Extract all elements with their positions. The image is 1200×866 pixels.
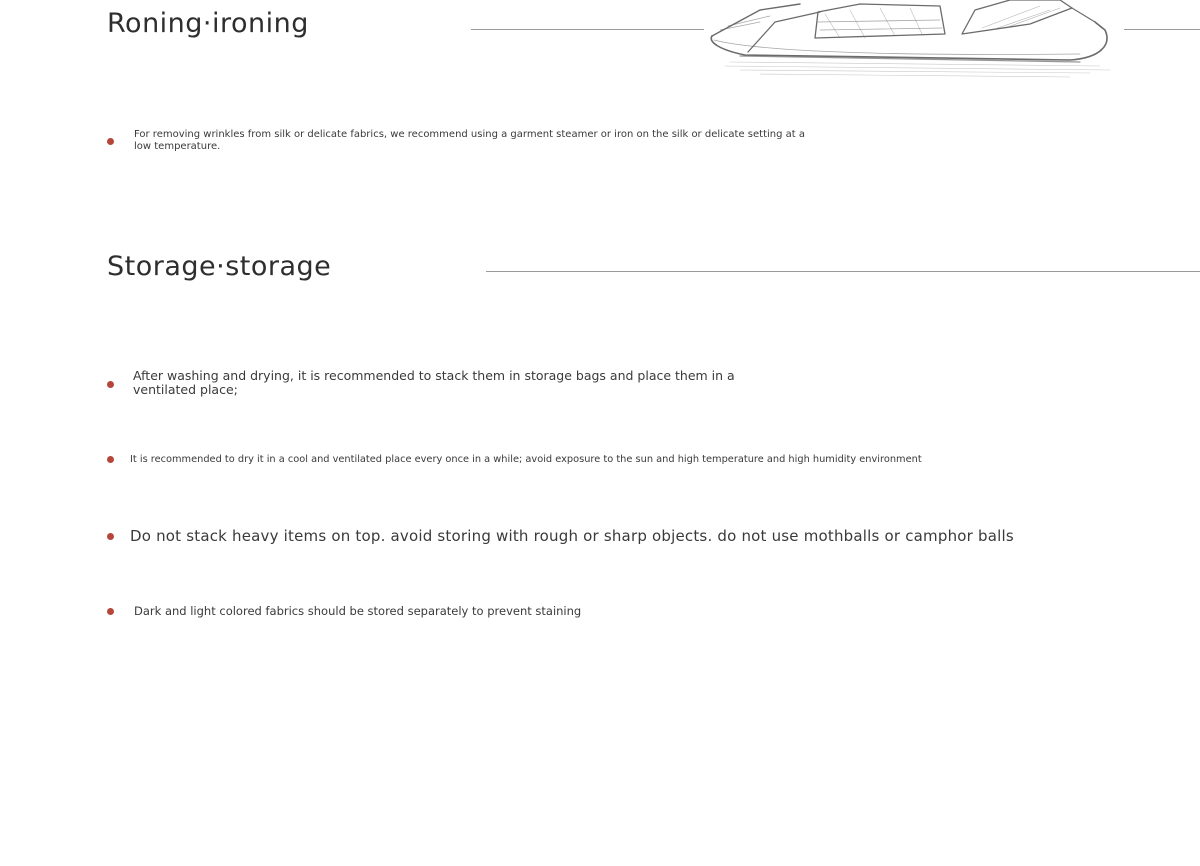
storage-instruction-2: It is recommended to dry it in a cool and ventilated place every once in a while; avoid exposure to the sun and high temperature and high humidity environment xyxy=(130,454,922,465)
storage-instruction-4: Dark and light colored fabrics should be stored separately to prevent staining xyxy=(134,604,582,618)
ironing-section-title: Roning·ironing xyxy=(107,8,309,39)
bullet-dot xyxy=(107,608,114,615)
iron-sketch-illustration xyxy=(700,0,1130,85)
storage-section-title: Storage·storage xyxy=(107,251,332,282)
ironing-instruction-1: For removing wrinkles from silk or delicate fabrics, we recommend using a garment steamer or iron on the silk or delicate setting at a low temperature. xyxy=(134,129,805,152)
storage-instruction-1: After washing and drying, it is recommended to stack them in storage bags and place them in a ventilated place; xyxy=(133,368,735,397)
bullet-dot xyxy=(107,381,114,388)
storage-instruction-3: Do not stack heavy items on top. avoid storing with rough or sharp objects. do not use mothballs or camphor balls xyxy=(130,527,1014,545)
bullet-dot xyxy=(107,138,114,145)
bullet-dot xyxy=(107,456,114,463)
ironing-title-divider xyxy=(471,29,704,30)
ironing-title-divider-right xyxy=(1124,29,1200,30)
storage-title-divider xyxy=(486,271,1200,272)
bullet-dot xyxy=(107,533,114,540)
